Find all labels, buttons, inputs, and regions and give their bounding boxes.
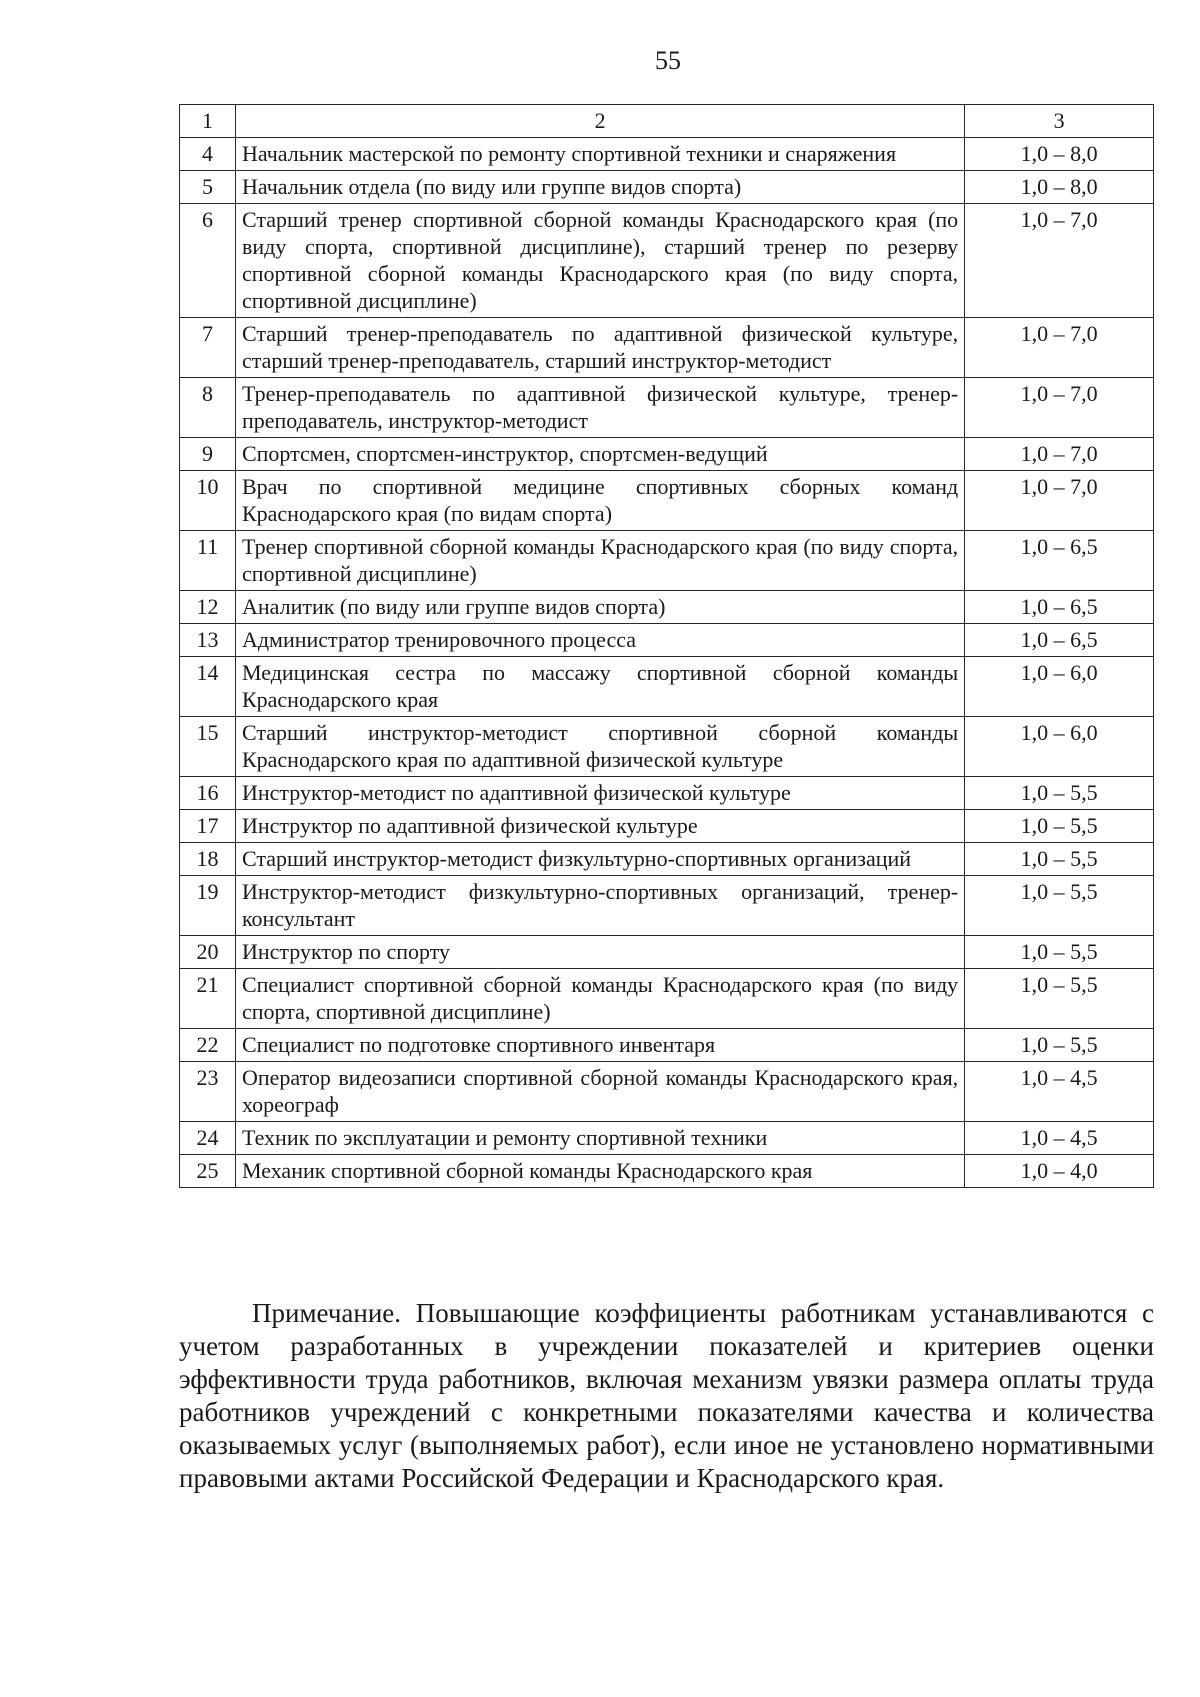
position-name-cell: Врач по спортивной медицине спортивных сборных команд Краснодарского края (по видам спорта) <box>235 471 964 531</box>
row-number-cell: 22 <box>180 1029 236 1062</box>
coefficient-cell: 1,0 – 6,0 <box>965 717 1154 777</box>
coefficient-cell: 1,0 – 5,5 <box>965 843 1154 876</box>
position-name-cell: Тренер-преподаватель по адаптивной физической культуре, тренер-преподаватель, инструктор-методист <box>235 378 964 438</box>
coefficient-cell: 1,0 – 7,0 <box>965 204 1154 318</box>
coefficient-cell: 1,0 – 6,5 <box>965 624 1154 657</box>
row-number-cell: 5 <box>180 171 236 204</box>
position-name-cell: Аналитик (по виду или группе видов спорта) <box>235 591 964 624</box>
row-number-cell: 18 <box>180 843 236 876</box>
row-number-cell: 25 <box>180 1155 236 1188</box>
coefficient-cell: 1,0 – 8,0 <box>965 171 1154 204</box>
table-row <box>180 657 1154 717</box>
coefficient-cell: 1,0 – 6,0 <box>965 657 1154 717</box>
coefficient-cell: 1,0 – 7,0 <box>965 318 1154 378</box>
coefficient-cell: 1,0 – 5,5 <box>965 969 1154 1029</box>
row-number-cell: 11 <box>180 531 236 591</box>
row-number-cell: 10 <box>180 471 236 531</box>
position-name-cell: Оператор видеозаписи спортивной сборной команды Краснодарского края, хореограф <box>235 1062 964 1122</box>
header-cell-3: 3 <box>965 105 1154 138</box>
table-row <box>180 1029 1154 1062</box>
coefficient-cell: 1,0 – 6,5 <box>965 531 1154 591</box>
row-number-cell: 21 <box>180 969 236 1029</box>
row-number-cell: 14 <box>180 657 236 717</box>
table-row <box>180 171 1154 204</box>
table-row <box>180 204 1154 318</box>
row-number-cell: 6 <box>180 204 236 318</box>
table-row <box>180 1062 1154 1122</box>
position-name-cell: Специалист спортивной сборной команды Краснодарского края (по виду спорта, спортивной дисциплине) <box>235 969 964 1029</box>
position-name-cell: Старший инструктор-методист физкультурно-спортивных организаций <box>235 843 964 876</box>
coefficient-cell: 1,0 – 5,5 <box>965 936 1154 969</box>
position-name-cell: Старший тренер спортивной сборной команды Краснодарского края (по виду спорта, спортивной дисциплине), старший тренер по резерву спортивной сборной команды Краснодарского края (по виду спорта, спортивной дисциплине) <box>235 204 964 318</box>
coefficient-cell: 1,0 – 4,0 <box>965 1155 1154 1188</box>
coefficient-cell: 1,0 – 4,5 <box>965 1122 1154 1155</box>
coefficient-cell: 1,0 – 6,5 <box>965 591 1154 624</box>
table-row <box>180 717 1154 777</box>
coefficient-cell: 1,0 – 5,5 <box>965 777 1154 810</box>
table-row <box>180 1155 1154 1188</box>
table-row <box>180 138 1154 171</box>
position-name-cell: Спортсмен, спортсмен-инструктор, спортсмен-ведущий <box>235 438 964 471</box>
row-number-cell: 4 <box>180 138 236 171</box>
header-cell-2: 2 <box>235 105 964 138</box>
table-row <box>180 876 1154 936</box>
position-name-cell: Медицинская сестра по массажу спортивной сборной команды Краснодарского края <box>235 657 964 717</box>
position-name-cell: Старший тренер-преподаватель по адаптивной физической культуре, старший тренер-преподаватель, старший инструктор-методист <box>235 318 964 378</box>
position-name-cell: Инструктор по адаптивной физической культуре <box>235 810 964 843</box>
table-header-row <box>180 105 1154 138</box>
row-number-cell: 19 <box>180 876 236 936</box>
position-name-cell: Механик спортивной сборной команды Краснодарского края <box>235 1155 964 1188</box>
row-number-cell: 20 <box>180 936 236 969</box>
table-row <box>180 471 1154 531</box>
table-row <box>180 843 1154 876</box>
position-name-cell: Администратор тренировочного процесса <box>235 624 964 657</box>
row-number-cell: 13 <box>180 624 236 657</box>
row-number-cell: 12 <box>180 591 236 624</box>
row-number-cell: 8 <box>180 378 236 438</box>
coefficient-cell: 1,0 – 5,5 <box>965 810 1154 843</box>
table-row <box>180 936 1154 969</box>
position-name-cell: Инструктор-методист физкультурно-спортивных организаций, тренер-консультант <box>235 876 964 936</box>
row-number-cell: 9 <box>180 438 236 471</box>
table-row <box>180 777 1154 810</box>
coefficient-cell: 1,0 – 4,5 <box>965 1062 1154 1122</box>
row-number-cell: 16 <box>180 777 236 810</box>
position-name-cell: Начальник мастерской по ремонту спортивной техники и снаряжения <box>235 138 964 171</box>
coefficient-cell: 1,0 – 8,0 <box>965 138 1154 171</box>
coefficient-cell: 1,0 – 7,0 <box>965 438 1154 471</box>
position-name-cell: Начальник отдела (по виду или группе видов спорта) <box>235 171 964 204</box>
row-number-cell: 24 <box>180 1122 236 1155</box>
row-number-cell: 17 <box>180 810 236 843</box>
table-row <box>180 969 1154 1029</box>
position-name-cell: Инструктор по спорту <box>235 936 964 969</box>
table-row <box>180 1122 1154 1155</box>
table-row <box>180 531 1154 591</box>
table-row <box>180 318 1154 378</box>
position-name-cell: Тренер спортивной сборной команды Краснодарского края (по виду спорта, спортивной дисциплине) <box>235 531 964 591</box>
header-cell-1: 1 <box>180 105 236 138</box>
position-name-cell: Специалист по подготовке спортивного инвентаря <box>235 1029 964 1062</box>
table-row <box>180 810 1154 843</box>
row-number-cell: 23 <box>180 1062 236 1122</box>
row-number-cell: 7 <box>180 318 236 378</box>
coefficient-cell: 1,0 – 7,0 <box>965 471 1154 531</box>
table-row <box>180 378 1154 438</box>
position-name-cell: Техник по эксплуатации и ремонту спортивной техники <box>235 1122 964 1155</box>
table-row <box>180 591 1154 624</box>
coefficient-cell: 1,0 – 7,0 <box>965 378 1154 438</box>
coefficient-cell: 1,0 – 5,5 <box>965 1029 1154 1062</box>
coefficients-table <box>179 104 1154 1188</box>
note-paragraph: Примечание. Повышающие коэффициенты работникам устанавливаются с учетом разработанных в учреждении показателей и критериев оценки эффективности труда работников, включая механизм увязки размера оплаты труда работников учреждений с конкретными показателями качества и количества оказываемых услуг (выполняемых работ), если иное не установлено нормативными правовыми актами Российской Федерации и Краснодарского края. <box>179 1298 1154 1493</box>
page-number: 55 <box>655 46 681 75</box>
position-name-cell: Инструктор-методист по адаптивной физической культуре <box>235 777 964 810</box>
coefficient-cell: 1,0 – 5,5 <box>965 876 1154 936</box>
table-body <box>180 105 1154 1188</box>
position-name-cell: Старший инструктор-методист спортивной сборной команды Краснодарского края по адаптивной физической культуре <box>235 717 964 777</box>
row-number-cell: 15 <box>180 717 236 777</box>
table-row <box>180 624 1154 657</box>
table-row <box>180 438 1154 471</box>
